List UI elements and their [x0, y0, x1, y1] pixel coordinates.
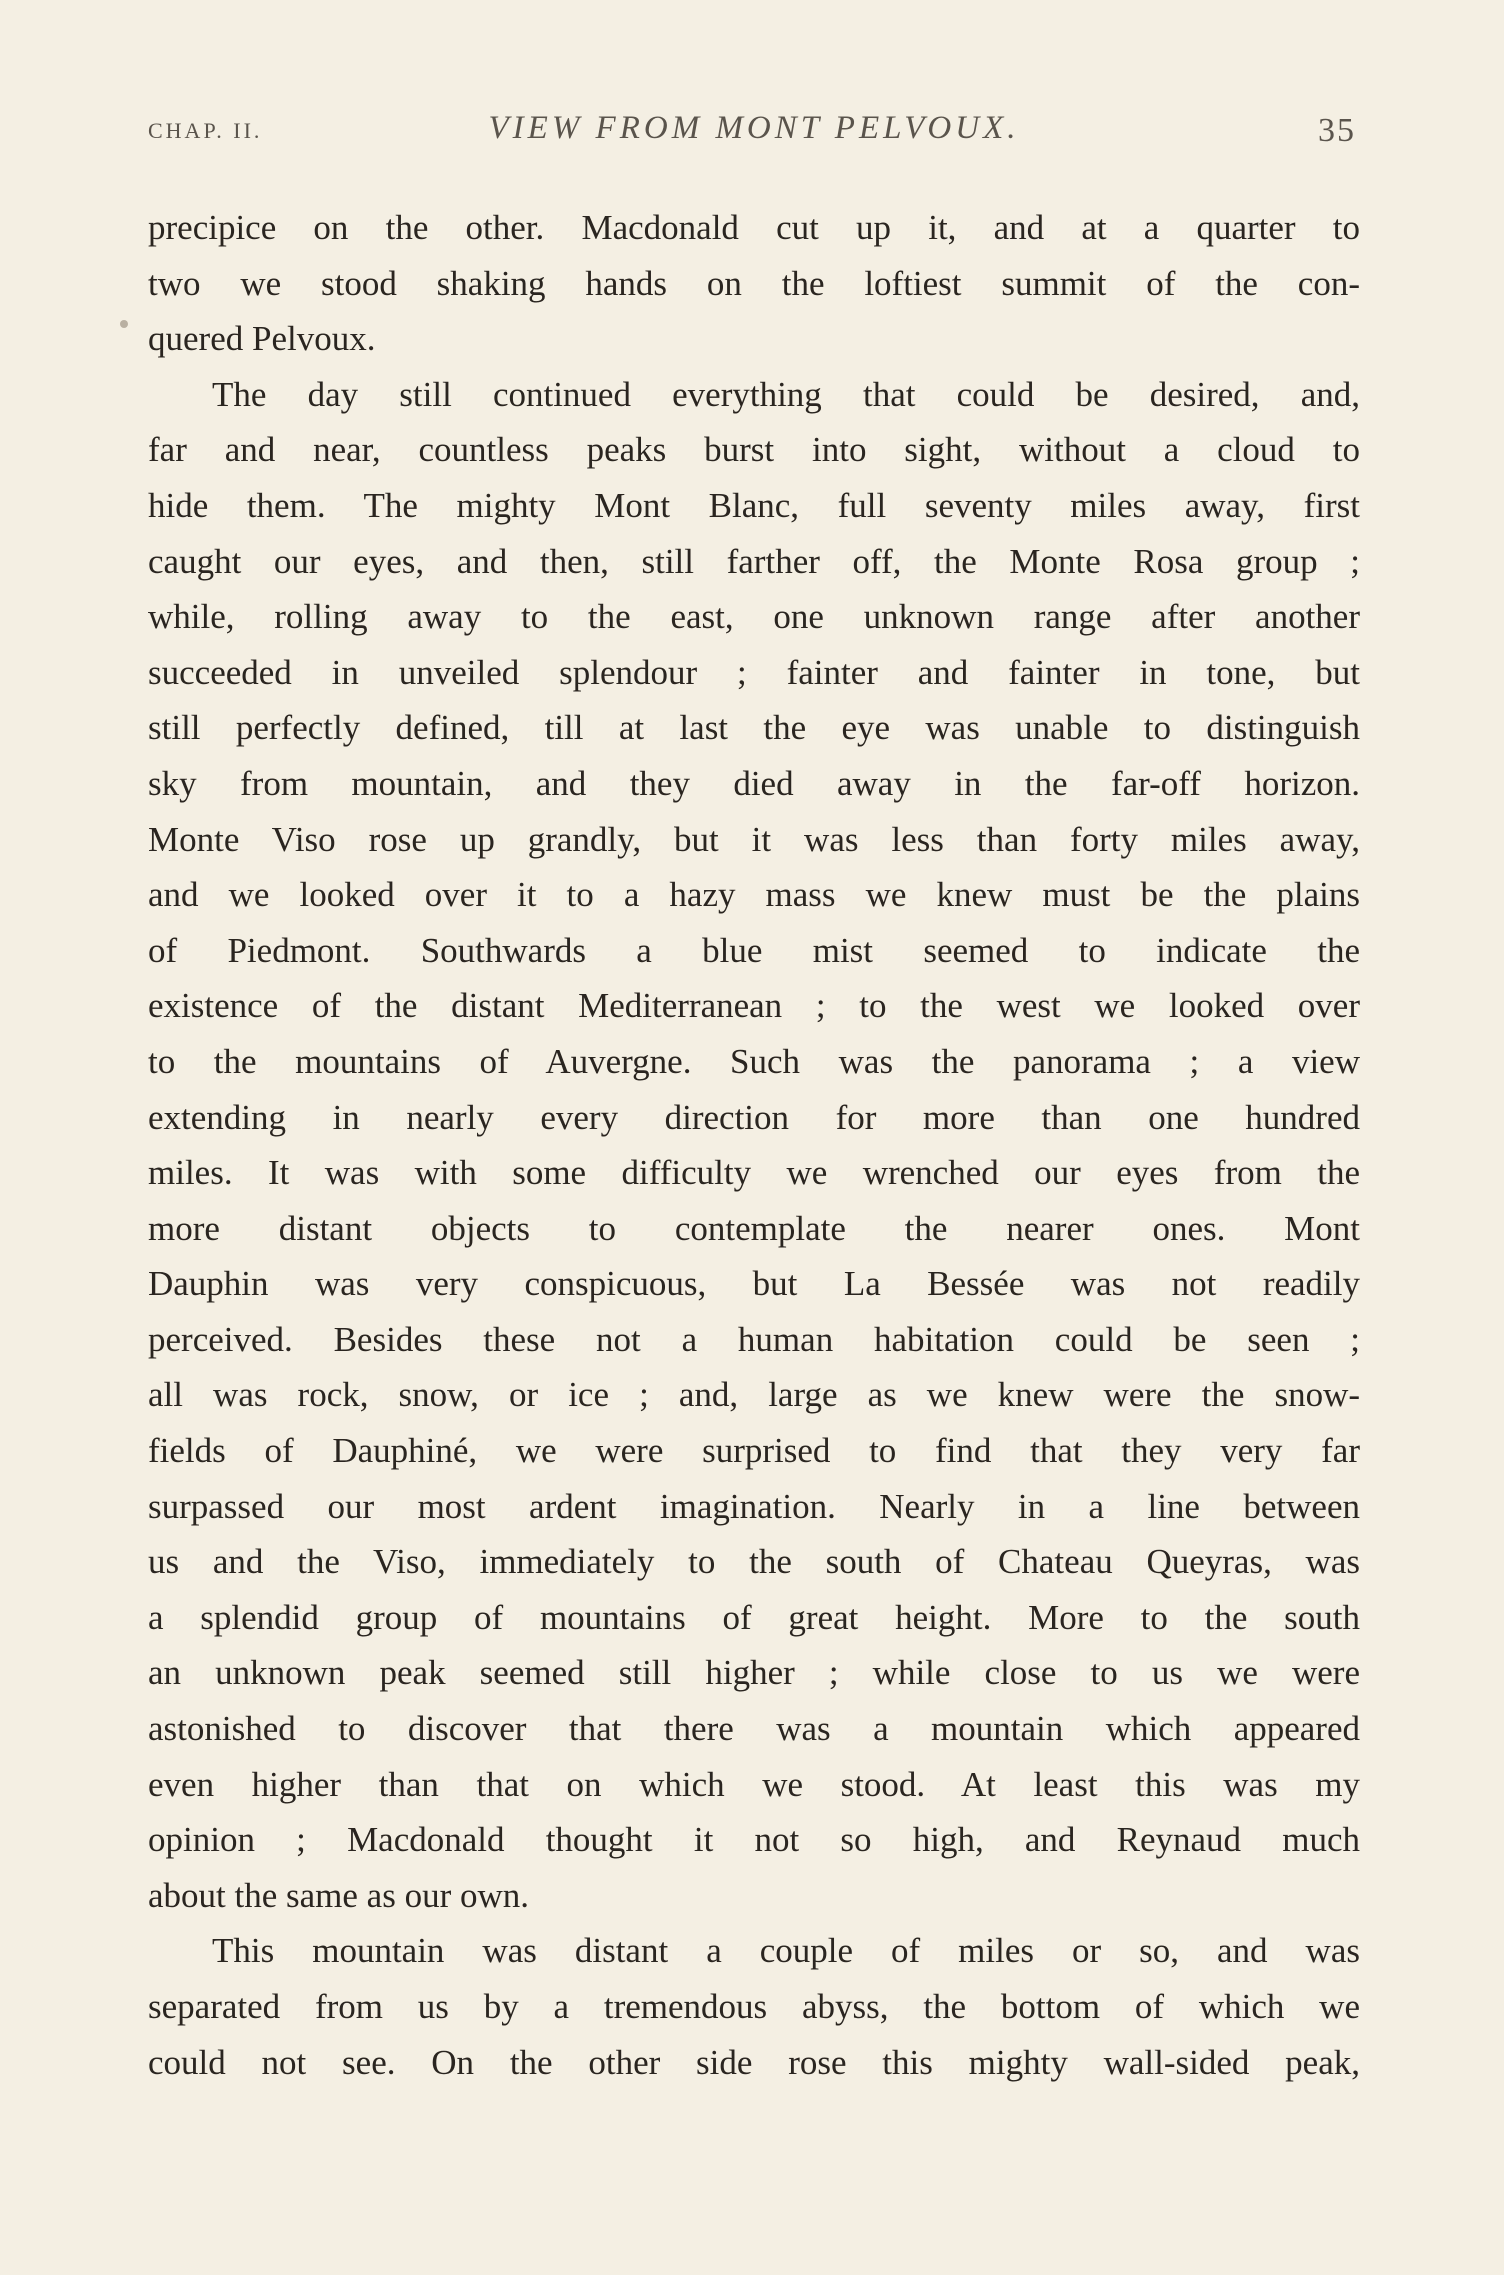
text-line: all was rock, snow, or ice ; and, large as we knew were the snow-: [148, 1375, 1360, 1415]
text-line: separated from us by a tremendous abyss, the bottom of which we: [148, 1987, 1360, 2026]
text-line: This mountain was distant a couple of miles or so, and was: [212, 1931, 1360, 1971]
running-head: [148, 110, 1360, 158]
text-line: hide them. The mighty Mont Blanc, full seventy miles away, first: [148, 485, 1360, 525]
text-line: to the mountains of Auvergne. Such was the panorama ; a view: [148, 1041, 1360, 1081]
text-line: miles. It was with some difficulty we wrenched our eyes from the: [148, 1153, 1360, 1193]
text-line: extending in nearly every direction for more than one hundred: [148, 1097, 1360, 1137]
text-line: still perfectly defined, till at last the eye was unable to distinguish: [148, 708, 1360, 748]
text-line: perceived. Besides these not a human habitation could be seen ;: [148, 1319, 1360, 1359]
text-line: astonished to discover that there was a mountain which appeared: [148, 1709, 1360, 1749]
text-line: even higher than that on which we stood. At least this was my: [148, 1764, 1360, 1804]
text-line: fields of Dauphiné, we were surprised to find that they very far: [148, 1431, 1360, 1471]
text-line: existence of the distant Mediterranean ; to the west we looked over: [148, 986, 1360, 1026]
text-line: more distant objects to contemplate the nearer ones. Mont: [148, 1208, 1360, 1248]
text-line: a splendid group of mountains of great height. More to the south: [148, 1597, 1360, 1637]
text-line: an unknown peak seemed still higher ; while close to us we were: [148, 1653, 1360, 1693]
text-line: The day still continued everything that could be desired, and,: [212, 374, 1360, 414]
text-line: about the same as our own.: [148, 1875, 530, 1915]
text-line: Dauphin was very conspicuous, but La Bessée was not readily: [148, 1264, 1360, 1304]
text-line: precipice on the other. Macdonald cut up it, and at a quarter to: [148, 208, 1360, 247]
text-line: opinion ; Macdonald thought it not so high, and Reynaud much: [148, 1820, 1360, 1860]
text-line: while, rolling away to the east, one unknown range after another: [148, 597, 1360, 637]
text-line: of Piedmont. Southwards a blue mist seemed to indicate the: [148, 930, 1360, 970]
text-line: could not see. On the other side rose this mighty wall-sided peak,: [148, 2042, 1360, 2082]
text-line: sky from mountain, and they died away in the far-off horizon.: [148, 763, 1360, 803]
page-number: 35: [1318, 112, 1356, 149]
text-line: Monte Viso rose up grandly, but it was less than forty miles away,: [148, 819, 1360, 859]
text-line: succeeded in unveiled splendour ; fainter and fainter in tone, but: [148, 652, 1360, 692]
paper-blemish: [120, 320, 128, 328]
text-line: two we stood shaking hands on the loftiest summit of the con-: [148, 263, 1360, 303]
text-line: surpassed our most ardent imagination. Nearly in a line between: [148, 1486, 1360, 1526]
text-line: caught our eyes, and then, still farther off, the Monte Rosa group ;: [148, 541, 1360, 581]
body-text: [148, 200, 1360, 2090]
running-title: VIEW FROM MONT PELVOUX.: [488, 110, 1020, 146]
text-line: far and near, countless peaks burst into sight, without a cloud to: [148, 430, 1360, 470]
text-line: quered Pelvoux.: [148, 319, 376, 359]
chapter-label: CHAP. II.: [148, 118, 263, 143]
text-line: and we looked over it to a hazy mass we knew must be the plains: [148, 875, 1360, 915]
text-line: us and the Viso, immediately to the south of Chateau Queyras, was: [148, 1542, 1360, 1582]
